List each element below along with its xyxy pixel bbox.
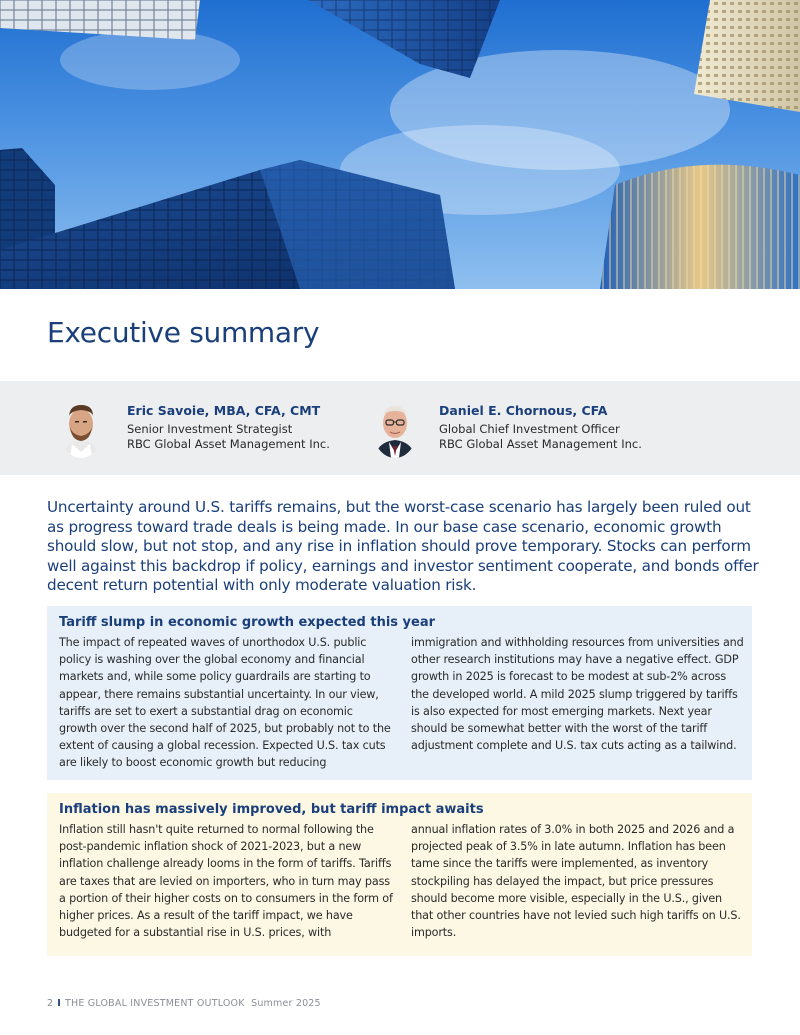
footer-separator: I	[57, 998, 61, 1009]
author-org: RBC Global Asset Management Inc.	[439, 437, 642, 451]
hero-image	[0, 0, 800, 289]
section-column-right: annual inflation rates of 3.0% in both 2025 and 2026 and a projected peak of 3.5% in late autumn. Inflation has been tame since the tariffs were implemented, as inventory stockpiling has delayed the impact, but price pressures should become more visible, especially in the U.S., given that other countries have not levied such high tariffs on U.S. imports.	[411, 823, 741, 940]
section-heading: Tariff slump in economic growth expected this year	[59, 615, 436, 630]
author-name: Eric Savoie, MBA, CFA, CMT	[127, 403, 321, 418]
author-name: Daniel E. Chornous, CFA	[439, 403, 608, 418]
section-heading: Inflation has massively improved, but tariff impact awaits	[59, 802, 484, 817]
publication-name: THE GLOBAL INVESTMENT OUTLOOK	[65, 998, 245, 1009]
avatar-eric-savoie	[58, 396, 104, 458]
avatar-daniel-chornous	[372, 396, 418, 458]
lead-paragraph: Uncertainty around U.S. tariffs remains, but the worst-case scenario has largely been ruled out as progress toward trade deals is being made. In our base case scenario, economic growth should slow, but not stop, and any rise in inflation should prove temporary. Stocks can perform well against this backdrop if policy, earnings and investor sentiment cooperate, and bonds offer decent return potential with only moderate valuation risk.	[47, 498, 759, 594]
page-footer	[47, 998, 321, 1009]
authors-band	[0, 381, 800, 475]
section-column-right: immigration and withholding resources from universities and other research institutions may have a negative effect. GDP growth in 2025 is forecast to be modest at sub-2% across the developed world. A mild 2025 slump triggered by tariffs is also expected for most emerging markets. Next year should be somewhat better with the worst of the tariff adjustment complete and U.S. tax cuts acting as a tailwind.	[411, 636, 744, 753]
author-role: Global Chief Investment Officer	[439, 422, 620, 436]
skyscrapers-illustration	[0, 0, 800, 289]
author-role: Senior Investment Strategist	[127, 422, 293, 436]
section-box-inflation	[47, 793, 752, 956]
page-number: 2	[47, 998, 54, 1009]
author-org: RBC Global Asset Management Inc.	[127, 437, 330, 451]
page-title: Executive summary	[47, 316, 320, 349]
section-column-left: The impact of repeated waves of unorthodox U.S. public policy is washing over the global economy and financial markets and, while some policy guardrails are starting to appear, there remains substantial uncertainty. In our view, tariffs are set to exert a substantial drag on economic growth over the second half of 2025, but probably not to the extent of causing a global recession. Expected U.S. tax cuts are likely to boost economic growth but reducing	[59, 636, 391, 770]
section-box-growth	[47, 606, 752, 780]
section-column-left: Inflation still hasn't quite returned to normal following the post-pandemic inflation shock of 2021-2023, but a new inflation challenge already looms in the form of tariffs. Tariffs are taxes that are levied on importers, who in turn may pass a portion of their higher costs on to consumers in the form of higher prices. As a result of the tariff impact, we have budgeted for a substantial rise in U.S. prices, with	[59, 823, 393, 940]
edition: Summer 2025	[251, 998, 321, 1009]
